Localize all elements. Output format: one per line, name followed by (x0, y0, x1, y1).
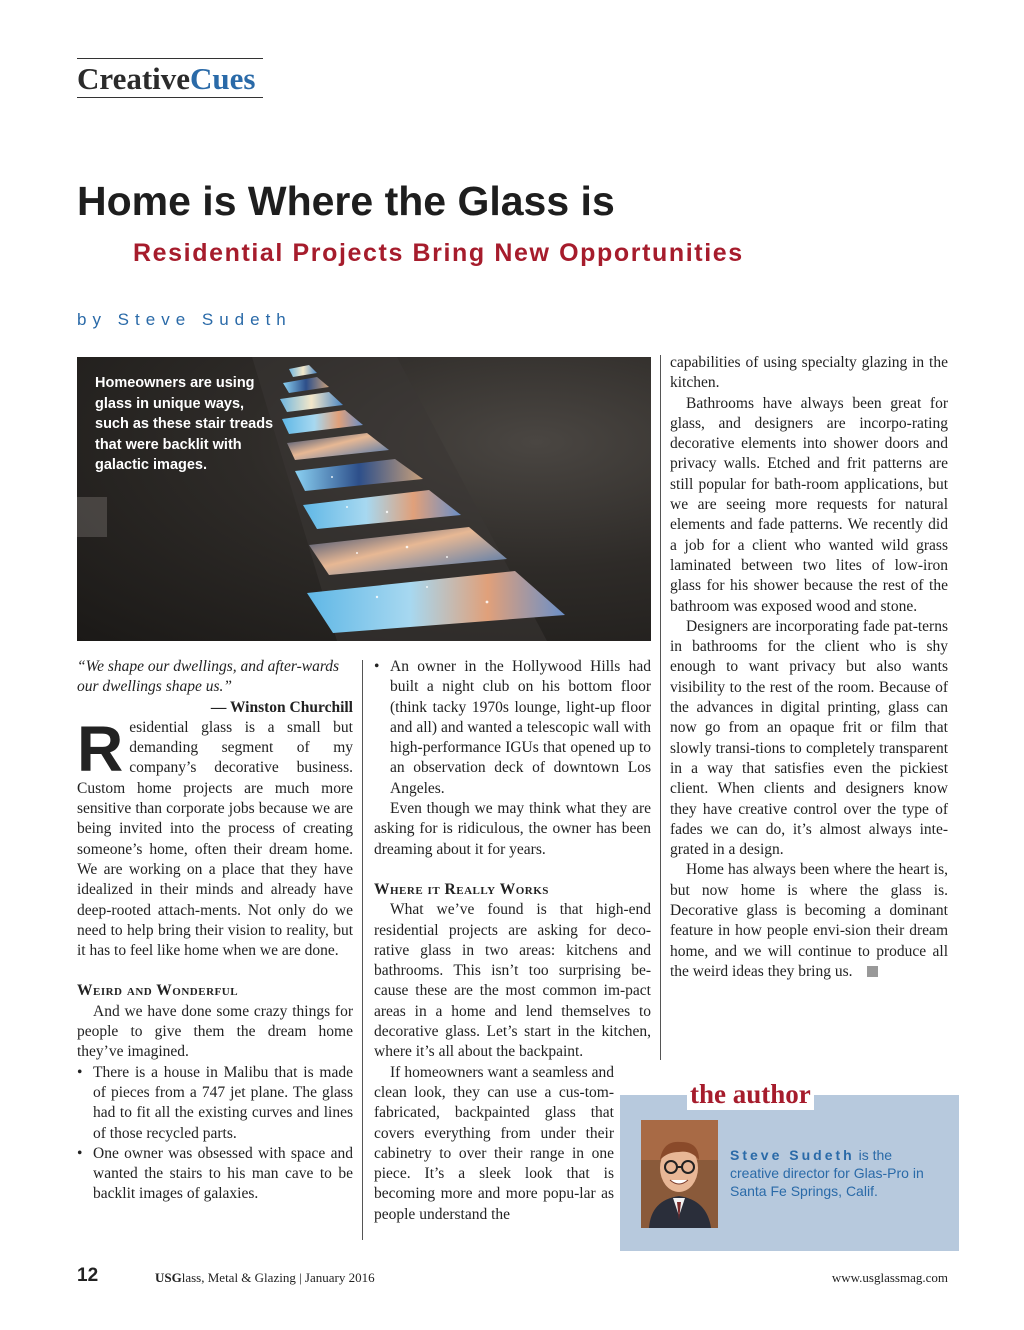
closing-paragraph (670, 860, 948, 982)
body-paragraph: Designers are incorporating fade pat-terns in bathrooms for the client who is shy enough to want privacy but also wants visibility to the rest of the room. Because of the advances in digital printing, glass can now go from an opaque frit or film that slowly transi-tions to completely transparent in a way that satisfies even the pickiest client. When clients and designers know they have creative control over the type of fades we can do, it’s almost always inte-grated in a design. (670, 617, 948, 859)
author-name: Steve Sudeth (730, 1147, 855, 1163)
article-column-1 (77, 657, 353, 1205)
article-column-2 (374, 657, 651, 1225)
subhead-weird-and-wonderful: Weird and Wonderful (77, 982, 239, 1000)
column-divider (660, 355, 661, 1060)
publication-footer (155, 1270, 375, 1286)
publication-name-bold: USG (155, 1270, 182, 1285)
article-title: Home is Where the Glass is (77, 178, 615, 224)
bullet-item: • One owner was obsessed with space and wanted the stairs to his man cave to be backlit images of galaxies. (77, 1144, 353, 1205)
pull-quote: “We shape our dwellings, and after-wards our dwellings shape us.” (77, 658, 340, 696)
body-paragraph: And we have done some crazy things for people to give them the dream home they’ve imagined. (77, 1002, 353, 1061)
body-paragraph: If homeowners want a seamless and clean look, they can use a cus-tom-fabricated, backpainted glass that covers everything from under their cabinetry to over their range in one piece. It’s a sleek look that is becoming more and more popu-lar as people understand the (374, 1063, 614, 1223)
author-portrait-graphic (641, 1120, 718, 1228)
section-logo-part2: Cues (190, 61, 256, 96)
intro-paragraph (77, 712, 353, 962)
body-paragraph: capabilities of using specialty glazing in the kitchen. (670, 354, 948, 392)
publication-url: www.usglassmag.com (831, 1270, 948, 1285)
author-photo (641, 1120, 718, 1228)
body-paragraph: Bathrooms have always been great for glass, and designers are incorpo-rating decorative elements into shower doors and privacy walls. Etched and frit patterns are still popular for bath-room applications, but we are seeing more requests for natural elements and fade patterns. We recently did a job for a client who wanted wild grass laminated between two lites of low-iron glass for his shower because the rest of the bathroom was exposed wood and stone. (670, 394, 948, 615)
bullet-item: • An owner in the Hollywood Hills had built a night club on his bottom floor (think tacky 1970s lounge, light-up floor and all) and wanted a telescopic wall with high-performance IGUs that opened up to an observation deck of downtown Los Angeles. (374, 657, 651, 799)
photo-caption: Homeowners are using glass in unique ways, such as these stair treads that were backlit with galactic images. (95, 375, 274, 473)
publication-name-rest: lass, Metal & Glazing | January 2016 (181, 1270, 375, 1285)
author-bio (730, 1146, 940, 1200)
author-bio-text: is the creative director for Glas-Pro in Santa Fe Springs, Calif. (730, 1147, 924, 1199)
article-subtitle: Residential Projects Bring New Opportunities (133, 239, 744, 267)
body-paragraph: Even though we may think what they are asking for is ridiculous, the owner has been dreaming about it for years. (374, 800, 651, 858)
author-box-title: the author (687, 1079, 814, 1110)
drop-cap: R (77, 712, 124, 785)
subhead-where-it-really-works: Where it Really Works (374, 880, 549, 898)
bullet-item: • There is a house in Malibu that is made of pieces from a 747 jet plane. The glass had to fit all the existing curves and lines of those recycled parts. (77, 1063, 353, 1144)
section-logo (77, 58, 263, 98)
section-logo-part1: Creative (77, 61, 191, 96)
closing-paragraph-text: Home has always been where the heart is, but now home is where the glass is. Decorative glass is becoming a dominant feature in how people envi-sion their dream home, and we will continue to produce all the weird ideas they bring us. (670, 861, 948, 980)
article-column-3 (670, 353, 948, 982)
quote-attribution: — Winston Churchill (210, 698, 353, 716)
byline: by Steve Sudeth (77, 310, 292, 329)
body-paragraph: What we’ve found is that high-end residential projects are asking for deco-rative glass in two areas: kitchens and bathrooms. This isn’t too surprising be-cause these are the most common im-pact areas in a home and lend themselves to decorative glass. Let’s start in the kitchen, where it’s all about the backpaint. (374, 901, 651, 1061)
column-divider (362, 660, 363, 1240)
page-number: 12 (77, 1265, 99, 1286)
end-mark-icon (867, 966, 878, 977)
intro-paragraph-text: esidential glass is a small but demanding segment of my company’s decorative business. Custom home projects are much more sensitive than corporate jobs because we are being invited into the process of creating someone’s home, often their dream home. We are working on a place that they have idealized in their minds and already have deep-rooted attach-ments. Not only do we need to help bring their vision to reality, but it has to feel like home when we are done. (77, 718, 353, 960)
